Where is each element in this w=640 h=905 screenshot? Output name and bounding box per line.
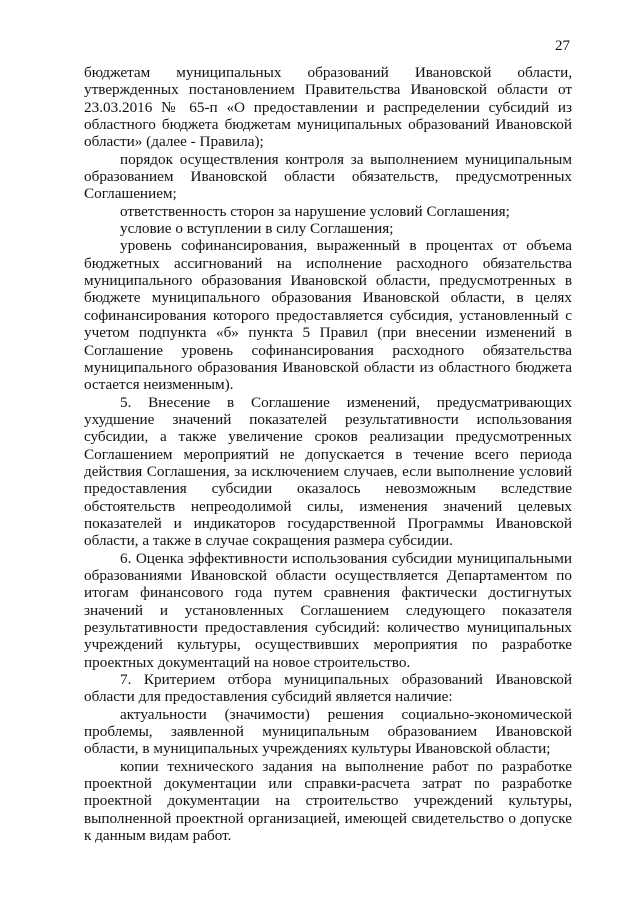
paragraph-continuation: бюджетам муниципальных образований Ивановской области, утвержденных постановлением Правительства Ивановской области от 23.03.2016 № 65-п «О предоставлении и распределении субсидий из областного бюджета бюджетам муниципальных образований Ивановской области» (далее - Правила); — [84, 64, 572, 151]
paragraph-responsibility: ответственность сторон за нарушение условий Соглашения; — [120, 202, 510, 220]
paragraph-technical-task-criterion: копии технического задания на выполнение работ по разработке проектной документации или справки-расчета затрат по разработке проектной документации на строительство учреждений культуры, выполненной проектной организацией, имеющей свидетельство о допуске к данным видам работ. — [84, 757, 572, 845]
document-body — [84, 64, 572, 844]
paragraph-item-6: 6. Оценка эффективности использования субсидии муниципальными образованиями Ивановской области осуществляется Департаментом по итогам финансового года путем сравнения фактически достигнутых значений и установленных Соглашением следующего показателя результативности предоставления субсидий: количество муниципальных учреждений культуры, осуществивших мероприятия по разработке проектных документаций на новое строительство. — [84, 549, 572, 671]
paragraph-cofinancing-level: уровень софинансирования, выраженный в процентах от объема бюджетных ассигнований на исполнение расходного обязательства муниципального образования Ивановской области, предусмотренных в бюджете муниципального образования Ивановской области, в целях софинансирования которого предоставляется субсидия, установленный с учетом подпункта «б» пункта 5 Правил (при внесении изменений в Соглашение уровень софинансирования расходного обязательства муниципального образования Ивановской области из областного бюджета остается неизменным). — [84, 237, 572, 394]
paragraph-control-procedure: порядок осуществления контроля за выполнением муниципальным образованием Ивановской области обязательств, предусмотренных Соглашением; — [84, 150, 572, 203]
paragraph-item-5: 5. Внесение в Соглашение изменений, предусматривающих ухудшение значений показателей результативности использования субсидии, а также увеличение сроков реализации предусмотренных Соглашением мероприятий не допускается в течение всего периода действия Соглашения, за исключением случаев, если выполнение условий предоставления субсидии оказалось невозможным вследствие обстоятельств непреодолимой силы, изменения значений целевых показателей и индикаторов государственной Программы Ивановской области, а также в случае сокращения размера субсидии. — [84, 393, 572, 550]
paragraph-relevance-criterion: актуальности (значимости) решения социально-экономической проблемы, заявленной муниципальным образованием Ивановской области, в муниципальных учреждениях культуры Ивановской области; — [84, 705, 572, 758]
paragraph-item-7: 7. Критерием отбора муниципальных образований Ивановской области для предоставления субсидий является наличие: — [84, 671, 572, 706]
paragraph-entry-into-force: условие о вступлении в силу Соглашения; — [120, 220, 394, 238]
page-number: 27 — [555, 38, 570, 54]
